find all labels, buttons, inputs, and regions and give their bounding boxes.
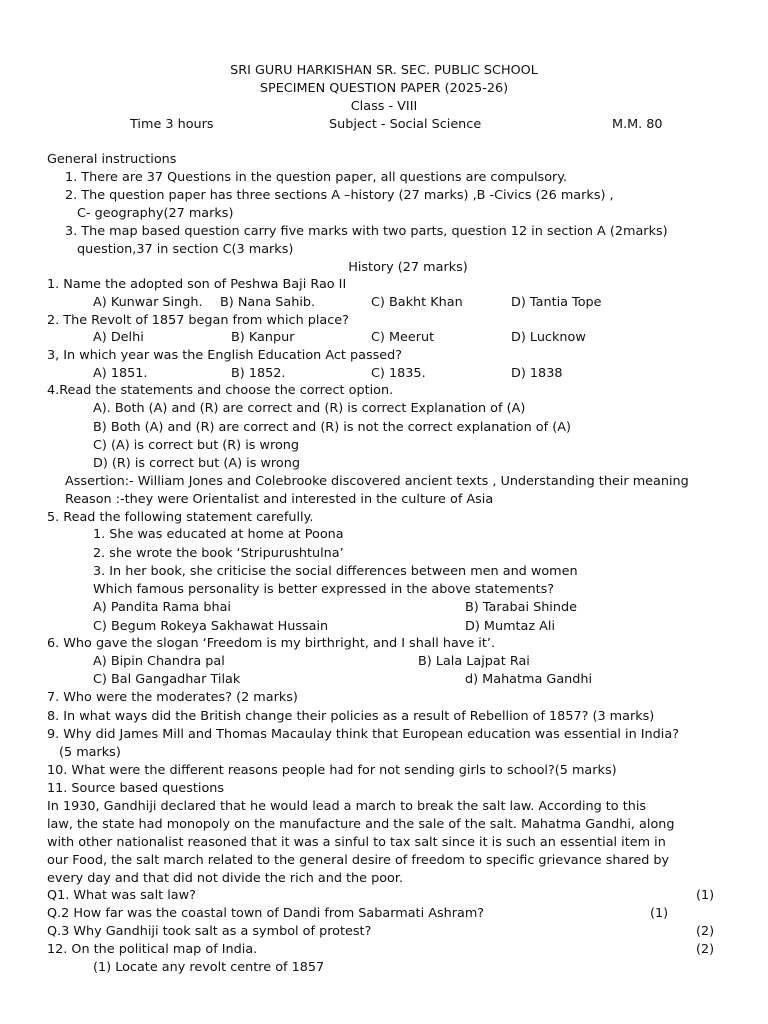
q4-reason: Reason :-they were Orientalist and interested in the culture of Asia	[65, 492, 494, 507]
q3-option-a: A) 1851.	[93, 366, 148, 381]
q2-option-a: A) Delhi	[93, 330, 144, 345]
question-9-marks: (5 marks)	[59, 745, 121, 760]
instruction-1: 1. There are 37 Questions in the question paper, all questions are compulsory.	[65, 170, 568, 185]
q5-option-b: B) Tarabai Shinde	[465, 600, 577, 615]
instruction-2: 2. The question paper has three sections A –history (27 marks) ,B -Civics (26 marks) ,	[65, 188, 614, 203]
max-marks-label: M.M. 80	[612, 117, 663, 132]
instructions-title: General instructions	[47, 152, 177, 167]
instruction-3-cont: question,37 in section C(3 marks)	[77, 242, 294, 257]
q4-option-a: A). Both (A) and (R) are correct and (R) is correct Explanation of (A)	[93, 401, 526, 416]
q5-ask: Which famous personality is better expressed in the above statements?	[93, 582, 555, 597]
q5-option-c: C) Begum Rokeya Sakhawat Hussain	[93, 619, 329, 634]
q5-option-d: D) Mumtaz Ali	[465, 619, 556, 634]
question-5: 5. Read the following statement carefully.	[47, 510, 314, 525]
q6-option-a: A) Bipin Chandra pal	[93, 654, 225, 669]
q4-option-c: C) (A) is correct but (R) is wrong	[93, 438, 300, 453]
sub-question-3-marks: (2)	[696, 924, 715, 939]
instruction-3: 3. The map based question carry five marks with two parts, question 12 in section A (2marks)	[65, 224, 668, 239]
q1-option-d: D) Tantia Tope	[511, 295, 602, 310]
section-title: History (27 marks)	[348, 260, 468, 275]
q6-option-d: d) Mahatma Gandhi	[465, 672, 593, 687]
q3-option-c: C) 1835.	[371, 366, 426, 381]
q12-part-1: (1) Locate any revolt centre of 1857	[93, 960, 325, 975]
q3-option-b: B) 1852.	[231, 366, 286, 381]
question-12-marks: (2)	[696, 942, 715, 957]
question-10: 10. What were the different reasons people had for not sending girls to school?(5 marks)	[47, 763, 617, 778]
question-8: 8. In what ways did the British change their policies as a result of Rebellion of 1857? (3 marks)	[47, 709, 655, 724]
q4-option-d: D) (R) is correct but (A) is wrong	[93, 456, 300, 471]
q5-statement-1: 1. She was educated at home at Poona	[93, 527, 344, 542]
q1-option-b: B) Nana Sahib.	[220, 295, 316, 310]
sub-question-2: Q.2 How far was the coastal town of Dandi from Sabarmati Ashram?	[47, 906, 485, 921]
paper-title: SPECIMEN QUESTION PAPER (2025-26)	[259, 81, 509, 96]
q6-option-b: B) Lala Lajpat Rai	[418, 654, 530, 669]
sub-question-3: Q.3 Why Gandhiji took salt as a symbol of protest?	[47, 924, 372, 939]
q4-option-b: B) Both (A) and (R) are correct and (R) is not the correct explanation of (A)	[93, 420, 571, 435]
source-passage-line-3: with other nationalist reasoned that it was a sinful to tax salt since it is such an essential item in	[47, 835, 666, 850]
q2-option-c: C) Meerut	[371, 330, 435, 345]
question-12: 12. On the political map of India.	[47, 942, 258, 957]
time-label: Time 3 hours	[130, 117, 214, 132]
q2-option-d: D) Lucknow	[511, 330, 586, 345]
source-passage-line-5: every day and that did not divide the rich and the poor.	[47, 871, 404, 886]
q5-statement-3: 3. In her book, she criticise the social differences between men and women	[93, 564, 578, 579]
source-passage-line-4: our Food, the salt march related to the general desire of freedom to specific grievance shared by	[47, 853, 670, 868]
q4-assertion: Assertion:- William Jones and Colebrooke discovered ancient texts , Understanding their meaning	[65, 474, 689, 489]
q1-option-c: C) Bakht Khan	[371, 295, 463, 310]
sub-question-2-marks: (1)	[650, 906, 669, 921]
instruction-2-cont: C- geography(27 marks)	[77, 206, 234, 221]
source-passage-line-2: law, the state had monopoly on the manufacture and the sale of the salt. Mahatma Gandhi, along	[47, 817, 675, 832]
class-label: Class - VIII	[350, 99, 418, 114]
school-name: SRI GURU HARKISHAN SR. SEC. PUBLIC SCHOOL	[230, 63, 538, 78]
question-9: 9. Why did James Mill and Thomas Macaulay think that European education was essential in India?	[47, 727, 679, 742]
q5-option-a: A) Pandita Rama bhai	[93, 600, 231, 615]
subject-label: Subject - Social Science	[329, 117, 482, 132]
q1-option-a: A) Kunwar Singh.	[93, 295, 203, 310]
q5-statement-2: 2. she wrote the book ‘Stripurushtulna’	[93, 546, 344, 561]
question-7: 7. Who were the moderates? (2 marks)	[47, 690, 298, 705]
source-passage-line-1: In 1930, Gandhiji declared that he would lead a march to break the salt law. According to this	[47, 799, 647, 814]
sub-question-1-marks: (1)	[696, 888, 715, 903]
question-11-title: 11. Source based questions	[47, 781, 225, 796]
q6-option-c: C) Bal Gangadhar Tilak	[93, 672, 241, 687]
sub-question-1: Q1. What was salt law?	[47, 888, 196, 903]
question-4: 4.Read the statements and choose the correct option.	[47, 383, 394, 398]
q3-option-d: D) 1838	[511, 366, 563, 381]
question-2: 2. The Revolt of 1857 began from which place?	[47, 313, 349, 328]
question-6: 6. Who gave the slogan ‘Freedom is my birthright, and I shall have it’.	[47, 636, 496, 651]
question-3: 3, In which year was the English Education Act passed?	[47, 348, 403, 363]
q2-option-b: B) Kanpur	[231, 330, 295, 345]
question-1: 1. Name the adopted son of Peshwa Baji Rao II	[47, 277, 347, 292]
